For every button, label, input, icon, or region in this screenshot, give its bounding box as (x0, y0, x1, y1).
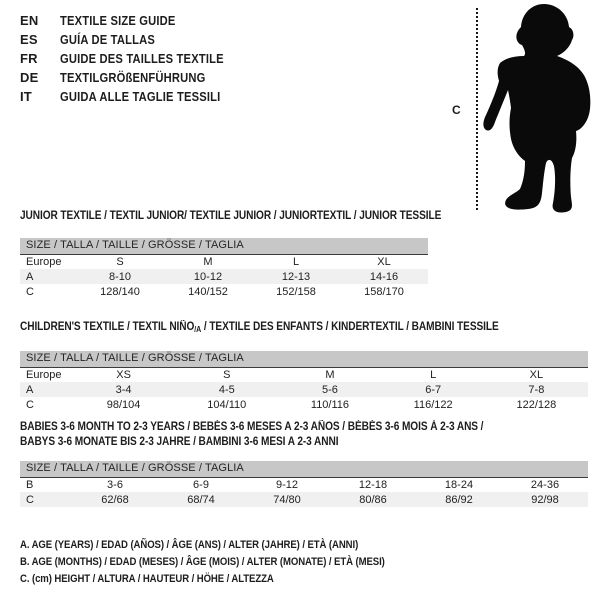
cell: 5-6 (322, 383, 338, 396)
cell: S (116, 255, 124, 268)
table-row (20, 477, 588, 492)
cell: 98/104 (106, 398, 141, 411)
junior-table-title: JUNIOR TEXTILE / TEXTIL JUNIOR/ TEXTILE JUNIOR / JUNIORTEXTIL / JUNIOR TESSILE (20, 210, 442, 222)
lang-title: TEXTILGRÖßENFÜHRUNG (60, 70, 206, 85)
toddler-silhouette-icon (440, 0, 600, 216)
lang-title: GUIDA ALLE TAGLIE TESSILI (60, 89, 221, 104)
note-height: C. (cm) HEIGHT / ALTURA / HAUTEUR / HÖHE / ALTEZZA (20, 573, 274, 585)
lang-row-en (20, 11, 250, 30)
children-textile-section (20, 320, 588, 412)
children-size-table (20, 351, 588, 412)
cell: M (325, 368, 335, 381)
children-table-title (20, 320, 520, 337)
babies-table-title-line2: BABYS 3-6 MONATE BIS 2-3 JAHRE / BAMBINI 3-6 MESI A 2-3 ANNI (20, 436, 339, 448)
cell: XL (377, 255, 391, 268)
cell: 8-10 (108, 270, 132, 283)
cell: 9-12 (275, 478, 299, 491)
note-age-months: B. AGE (MONTHS) / EDAD (MESES) / ÂGE (MOIS) / ALTER (MONATE) / ETÀ (MESI) (20, 556, 385, 568)
title-text: CHILDREN'S TEXTILE / TEXTIL NIÑO (20, 321, 195, 333)
table-row (20, 269, 428, 284)
cell: L (430, 368, 437, 381)
cell: 74/80 (273, 493, 301, 506)
cell: 158/170 (364, 285, 404, 298)
language-title-list (20, 11, 250, 106)
cell: 122/128 (516, 398, 557, 411)
cell: 18-24 (444, 478, 474, 491)
table-row (20, 254, 428, 269)
cell: 6-7 (425, 383, 442, 396)
lang-code: DE (20, 70, 39, 85)
note-age-years: A. AGE (YEARS) / EDAD (AÑOS) / ÂGE (ANS) / ALTER (JAHRE) / ETÀ (ANNI) (20, 539, 359, 551)
cell: 6-9 (193, 478, 209, 491)
row-label: A (26, 270, 34, 283)
cell: 10-12 (193, 270, 223, 283)
cell: 3-6 (107, 478, 123, 491)
cell: 68/74 (187, 493, 215, 506)
cell: 7-8 (528, 383, 545, 396)
junior-size-table (20, 238, 428, 299)
cell: 110/116 (310, 398, 350, 411)
row-label: C (26, 493, 34, 506)
lang-title: GUÍA DE TALLAS (60, 32, 155, 47)
cell: 14-16 (369, 270, 399, 283)
cell: L (292, 255, 300, 268)
lang-row-de (20, 68, 250, 87)
table-row (20, 284, 428, 299)
cell: 152/158 (276, 285, 316, 298)
cell: 62/68 (101, 493, 129, 506)
title-text: / TEXTILE DES ENFANTS / KINDERTEXTIL / BAMBINI TESSILE (201, 321, 499, 333)
height-figure (440, 0, 600, 216)
measurement-notes (20, 537, 439, 588)
row-label: A (26, 383, 34, 396)
row-label: B (26, 478, 34, 491)
cell: 12-13 (281, 270, 311, 283)
lang-row-es (20, 30, 250, 49)
lang-title: TEXTILE SIZE GUIDE (60, 13, 176, 28)
cell: 104/110 (207, 398, 247, 411)
babies-textile-section (20, 420, 588, 507)
lang-title: GUIDE DES TAILLES TEXTILE (60, 51, 224, 66)
table-row (20, 492, 588, 507)
cell: 3-4 (115, 383, 132, 396)
lang-code: IT (20, 89, 32, 104)
cell: 80/86 (359, 493, 387, 506)
junior-textile-section (20, 209, 442, 299)
height-measure-label: C (452, 103, 461, 117)
row-label: C (26, 285, 34, 298)
babies-size-table (20, 461, 588, 507)
cell: S (223, 368, 231, 381)
row-label: C (26, 398, 34, 411)
lang-code: EN (20, 13, 39, 28)
lang-row-it (20, 87, 250, 106)
size-header-bar: SIZE / TALLA / TAILLE / GRÖSSE / TAGLIA (20, 238, 428, 254)
table-row (20, 367, 588, 382)
cell: 4-5 (218, 383, 235, 396)
size-header-bar: SIZE / TALLA / TAILLE / GRÖSSE / TAGLIA (20, 351, 588, 367)
table-row (20, 397, 588, 412)
title-subscript: /A (194, 325, 202, 334)
row-label: Europe (26, 368, 62, 381)
cell: 140/152 (188, 285, 228, 298)
lang-code: ES (20, 32, 38, 47)
table-row (20, 382, 588, 397)
cell: XS (116, 368, 131, 381)
cell: 128/140 (100, 285, 140, 298)
babies-table-title-line1: BABIES 3-6 MONTH TO 2-3 YEARS / BEBÉS 3-6 MESES A 2-3 AÑOS / BÉBÉS 3-6 MOIS À 2-3 ANS / (20, 421, 484, 433)
cell: M (203, 255, 213, 268)
cell: 24-36 (530, 478, 560, 491)
cell: XL (529, 368, 544, 381)
lang-code: FR (20, 51, 38, 66)
cell: 116/122 (413, 398, 453, 411)
row-label: Europe (26, 255, 62, 268)
cell: 12-18 (358, 478, 388, 491)
size-header-bar: SIZE / TALLA / TAILLE / GRÖSSE / TAGLIA (20, 461, 588, 477)
cell: 92/98 (531, 493, 559, 506)
lang-row-fr (20, 49, 250, 68)
cell: 86/92 (445, 493, 473, 506)
